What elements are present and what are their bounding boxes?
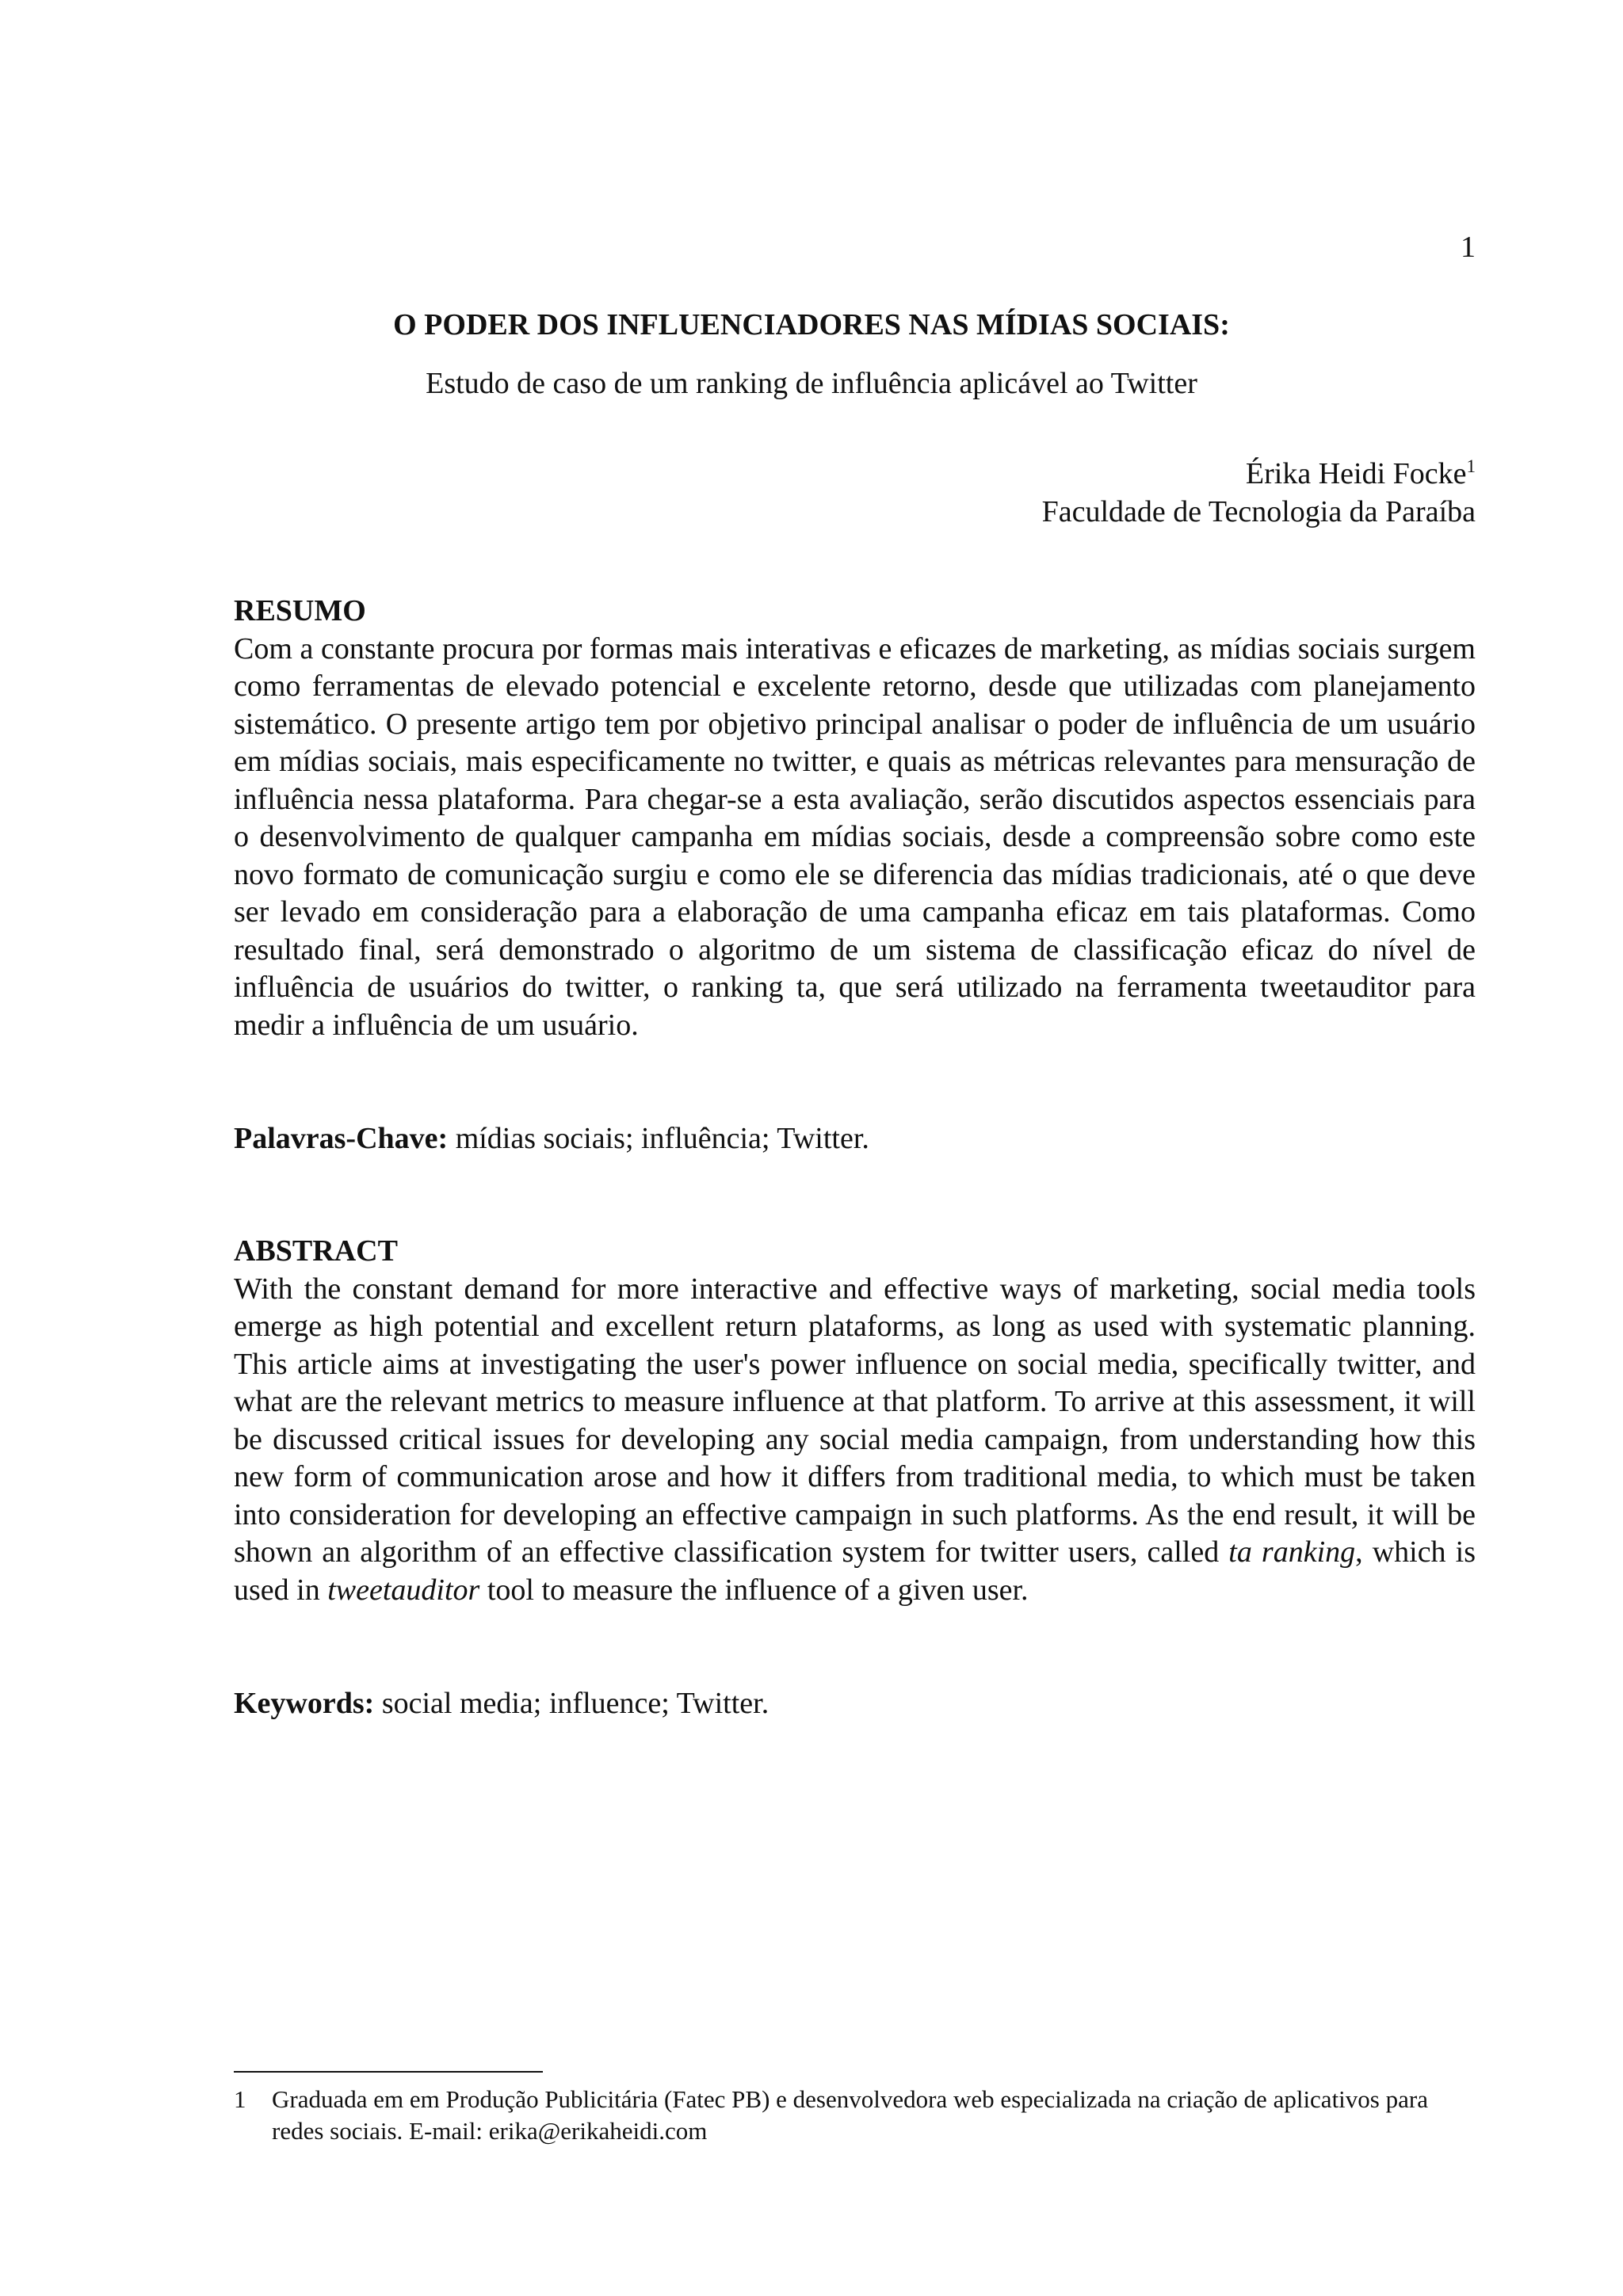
resumo-keywords-label: Palavras-Chave: — [234, 1122, 449, 1155]
abstract-keywords — [234, 1685, 1476, 1723]
abstract-body-part1: With the constant demand for more interactive and effective ways of marketing, social media tools emerge as high potential and excellent return plataforms, as long as used with systematic planning. This article aims at investigating the user's power influence on social media, specifically twitter, and what are the relevant metrics to measure influence at that platform. To arrive at this assessment, it will be discussed critical issues for developing any social media campaign, from understanding how this new form of communication arose and how it differs from traditional media, to which must be taken into consideration for developing an effective campaign in such platforms. As the end result, it will be shown an algorithm of an effective classification system for twitter users, called — [234, 1272, 1476, 1569]
resumo-keywords — [234, 1120, 1476, 1158]
resumo-body: Com a constante procura por formas mais interativas e eficazes de marketing, as mídias sociais surgem como ferramentas de elevado potencial e excelente retorno, desde que utilizadas com planejamento sistemático. O presente artigo tem por objetivo principal analisar o poder de influência de um usuário em mídias sociais, mais especificamente no twitter, e quais as métricas relevantes para mensuração de influência nessa plataforma. Para chegar-se a esta avaliação, serão discutidos aspectos essenciais para o desenvolvimento de qualquer campanha em mídias sociais, desde a compreensão sobre como este novo formato de comunicação surgiu e como ele se diferencia das mídias tradicionais, até o que deve ser levado em consideração para a elaboração de uma campanha eficaz em tais plataformas. Como resultado final, será demonstrado o algoritmo de um sistema de classificação eficaz do nível de influência de usuários do twitter, o ranking ta, que será utilizado na ferramenta tweetauditor para medir a influência de um usuário. — [234, 631, 1476, 1042]
abstract-keywords-text: social media; influence; Twitter. — [381, 1687, 769, 1720]
author-footnote-marker: 1 — [1466, 456, 1476, 476]
abstract-italic-tweetauditor: tweetauditor — [327, 1573, 480, 1607]
author-block — [1042, 455, 1476, 531]
paper-subtitle: Estudo de caso de um ranking de influência aplicável ao Twitter — [426, 367, 1197, 400]
resumo-section — [234, 593, 1476, 1044]
abstract-body-part2: , which is used in — [234, 1535, 1476, 1607]
abstract-heading: ABSTRACT — [234, 1234, 398, 1268]
abstract-body — [234, 1271, 1476, 1610]
paper-title: O PODER DOS INFLUENCIADORES NAS MÍDIAS SOCIAIS: — [393, 308, 1230, 341]
abstract-body-part3: tool to measure the influence of a given user. — [479, 1573, 1029, 1607]
author-affiliation: Faculdade de Tecnologia da Paraíba — [1041, 495, 1476, 528]
resumo-heading: RESUMO — [234, 594, 366, 627]
author-line — [1042, 455, 1476, 493]
abstract-keywords-label: Keywords: — [234, 1687, 375, 1720]
footnote-number: 1 — [234, 2085, 246, 2113]
footnote — [234, 2084, 1476, 2147]
footnote-separator — [234, 2071, 543, 2073]
abstract-italic-ta-ranking: ta ranking — [1228, 1535, 1356, 1569]
resumo-keywords-text: mídias sociais; influência; Twitter. — [455, 1122, 869, 1155]
footnote-text: Graduada em em Produção Publicitária (Fatec PB) e desenvolvedora web especializada na criação de aplicativos para redes sociais. E-mail: erika@erikaheidi.com — [272, 2085, 1428, 2145]
page-number: 1 — [1461, 231, 1476, 264]
author-name: Érika Heidi Focke — [1245, 457, 1467, 490]
abstract-section — [234, 1233, 1476, 1609]
